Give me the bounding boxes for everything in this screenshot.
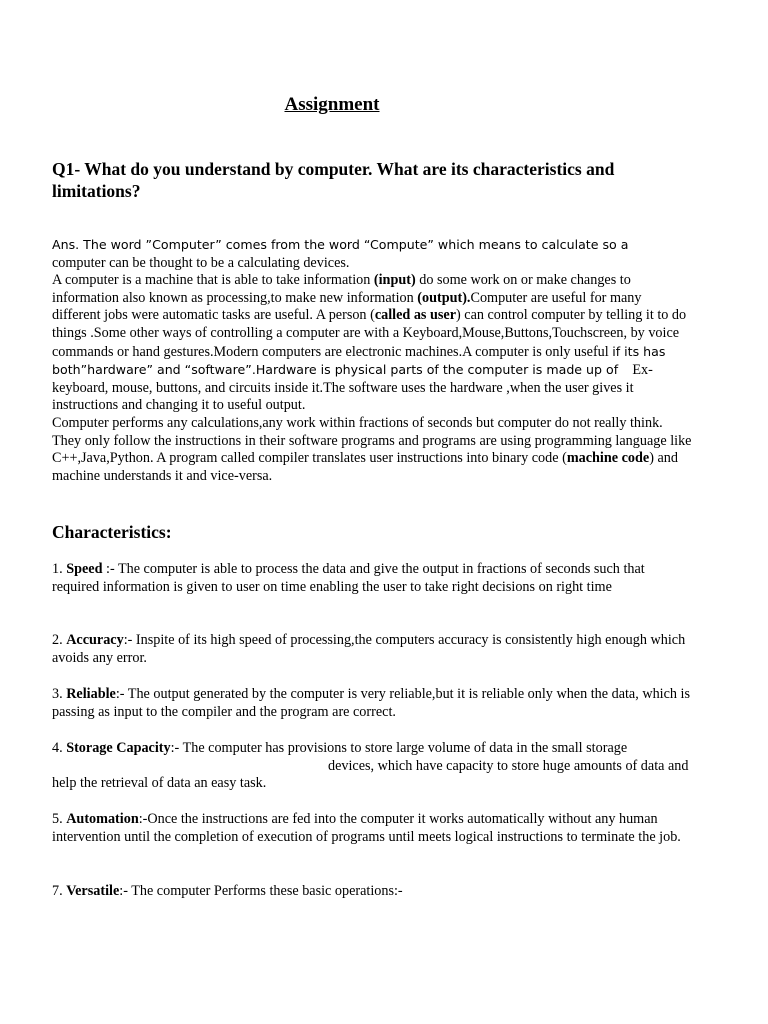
list-item bbox=[52, 740, 692, 793]
answer-paragraph-3 bbox=[52, 415, 692, 485]
text-run: Computer performs any calculations,any work within fractions of seconds but computer do not really think. They only follow the instructions in their software programs and programs are using programming language like C++,Java,Python. A program called compiler translates user instructions into binary code ( bbox=[52, 414, 692, 467]
document-title: Assignment bbox=[284, 94, 380, 115]
item-text: :- The computer Performs these basic operations:- bbox=[119, 883, 403, 899]
item-number: 3. bbox=[52, 686, 67, 702]
question-heading: Q1- What do you understand by computer. What are its characteristics and limitations? bbox=[52, 159, 615, 201]
item-number: 1. bbox=[52, 561, 67, 577]
item-number: 4. bbox=[52, 740, 67, 756]
item-number: 7. bbox=[52, 883, 67, 899]
item-term: Reliable bbox=[66, 686, 116, 702]
text-run: ) can control computer by telling it to do things .Some other ways of controlling a computer are with a Keyboard,Mouse,Buttons,Touchscreen, by voice commands or hand gestures.Modern computers are electronic machines.A computer is only useful bbox=[52, 307, 687, 360]
item-term: Accuracy bbox=[66, 632, 124, 648]
list-item bbox=[52, 561, 692, 596]
answer-paragraph-1 bbox=[52, 236, 692, 272]
text-run: ) and machine understands it and vice-versa. bbox=[52, 450, 678, 484]
item-number: 2. bbox=[52, 632, 67, 648]
text-run: do some work on or make changes to information also known as processing,to make new information bbox=[52, 272, 631, 306]
text-run-sans: if its has both”hardware” and “software”.Hardware is physical parts of the computer is made up of bbox=[52, 343, 666, 378]
text-run: Ex- keyboard, mouse, buttons, and circuits inside it.The software uses the hardware ,when the user gives it instructions and changing it to useful output. bbox=[52, 362, 657, 414]
item-term: Storage Capacity bbox=[66, 740, 171, 756]
item-text: devices, which have capacity to store huge amounts of data and help the retrieval of data an easy task. bbox=[52, 757, 689, 792]
list-item bbox=[52, 883, 692, 901]
list-item bbox=[52, 632, 692, 667]
answer-intro-line-2: computer can be thought to be a calculating devices. bbox=[52, 254, 350, 271]
bold-term: machine code bbox=[566, 450, 650, 467]
text-run: A computer is a machine that is able to take information bbox=[52, 272, 374, 289]
bold-term: (input) bbox=[373, 272, 416, 289]
item-text: :- The computer has provisions to store large volume of data in the small storage bbox=[170, 740, 628, 756]
item-text: :-Once the instructions are fed into the computer it works automatically without any human intervention until the completion of execution of programs until meets logical instructions to terminate the job. bbox=[52, 811, 681, 845]
answer-intro-line: Ans. The word ”Computer” comes from the word “Compute” which means to calculate so a bbox=[52, 237, 629, 252]
characteristics-heading: Characteristics: bbox=[52, 522, 172, 542]
text-run: Computer are useful for many different jobs were automatic tasks are useful. A person ( bbox=[52, 289, 642, 324]
item-text: :- The computer is able to process the data and give the output in fractions of seconds such that required information is given to user on time enabling the user to take right decisions on right time bbox=[52, 561, 645, 595]
item-text: :- Inspite of its high speed of processing,the computers accuracy is consistently high enough which avoids any error. bbox=[52, 632, 686, 666]
answer-paragraph-2 bbox=[52, 272, 692, 415]
answer-block bbox=[52, 236, 692, 485]
item-number: 5. bbox=[52, 811, 67, 827]
item-text: :- The output generated by the computer is very reliable,but it is reliable only when the data, which is passing as input to the compiler and the program are correct. bbox=[52, 686, 691, 720]
bold-term: (output). bbox=[417, 289, 471, 306]
list-item bbox=[52, 686, 692, 721]
list-item bbox=[52, 811, 692, 846]
item-term: Speed bbox=[66, 561, 103, 577]
item-term: Automation bbox=[66, 811, 139, 827]
item-term: Versatile bbox=[66, 883, 120, 899]
bold-term: called as user bbox=[374, 307, 456, 324]
